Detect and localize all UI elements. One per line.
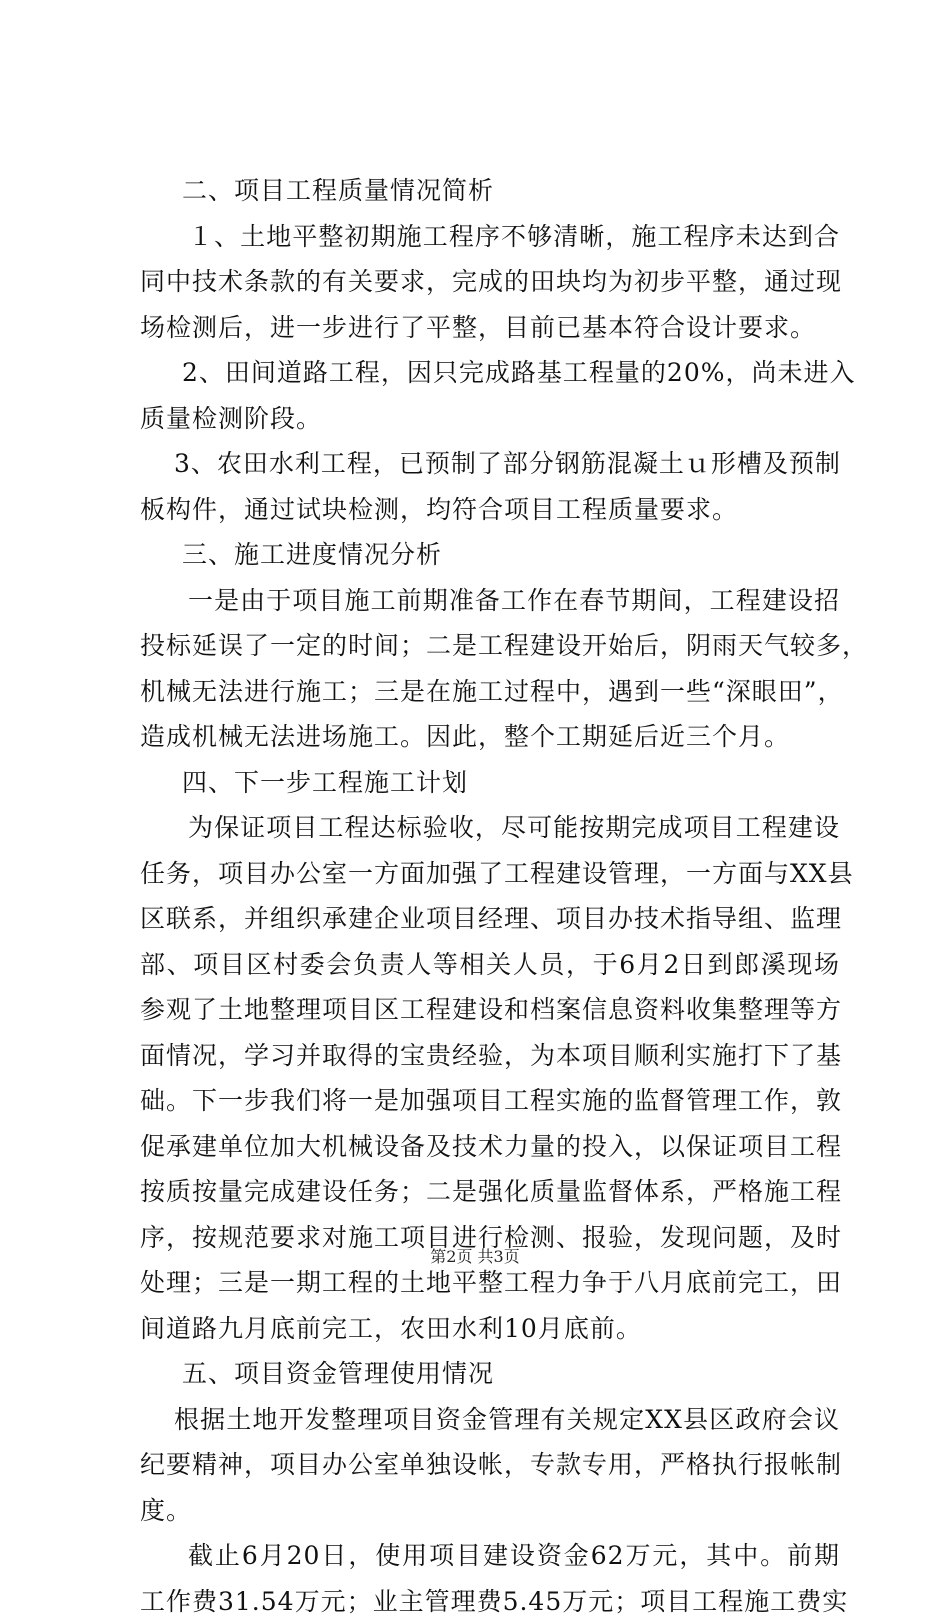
paragraph-line: 促承建单位加大机械设备及技术力量的投入，以保证项目工程 bbox=[140, 1124, 840, 1170]
paragraph-line: １、土地平整初期施工程序不够清晰，施工程序未达到合 bbox=[140, 214, 840, 260]
paragraph-line: 工作费31.54万元；业主管理费5.45万元；项目工程施工费实 bbox=[140, 1579, 840, 1624]
paragraph-line: 为保证项目工程达标验收，尽可能按期完成项目工程建设 bbox=[140, 805, 840, 851]
section-heading-quality: 二、项目工程质量情况简析 bbox=[140, 168, 840, 214]
paragraph-line: 础。下一步我们将一是加强项目工程实施的监督管理工作，敦 bbox=[140, 1078, 840, 1124]
paragraph-line: 纪要精神，项目办公室单独设帐，专款专用，严格执行报帐制 bbox=[140, 1442, 840, 1488]
paragraph-line: 机械无法进行施工；三是在施工过程中，遇到一些“深眼田”， bbox=[140, 669, 840, 715]
paragraph-line: 造成机械无法进场施工。因此，整个工期延后近三个月。 bbox=[140, 714, 840, 760]
paragraph-line: 2、田间道路工程，因只完成路基工程量的20%，尚未进入 bbox=[140, 350, 840, 396]
paragraph-line: 度。 bbox=[140, 1488, 840, 1534]
paragraph-line: 板构件，通过试块检测，均符合项目工程质量要求。 bbox=[140, 487, 840, 533]
paragraph-line: 面情况，学习并取得的宝贵经验，为本项目顺利实施打下了基 bbox=[140, 1033, 840, 1079]
page-number-footer: 第2页 共3页 bbox=[0, 1244, 950, 1267]
paragraph-line: 处理；三是一期工程的土地平整工程力争于八月底前完工，田 bbox=[140, 1260, 840, 1306]
section-heading-plan: 四、下一步工程施工计划 bbox=[140, 760, 840, 806]
paragraph-line: 间道路九月底前完工，农田水利10月底前。 bbox=[140, 1306, 840, 1352]
paragraph-line: 参观了土地整理项目区工程建设和档案信息资料收集整理等方 bbox=[140, 987, 840, 1033]
document-body bbox=[140, 168, 840, 1624]
paragraph-line: 一是由于项目施工前期准备工作在春节期间，工程建设招 bbox=[140, 578, 840, 624]
paragraph-line: 场检测后，进一步进行了平整，目前已基本符合设计要求。 bbox=[140, 305, 840, 351]
paragraph-line: 投标延误了一定的时间；二是工程建设开始后，阴雨天气较多， bbox=[140, 623, 840, 669]
section-heading-progress: 三、施工进度情况分析 bbox=[140, 532, 840, 578]
paragraph-line: 根据土地开发整理项目资金管理有关规定XX县区政府会议 bbox=[140, 1397, 840, 1443]
paragraph-line: 3、农田水利工程，已预制了部分钢筋混凝土ｕ形槽及预制 bbox=[140, 441, 840, 487]
paragraph-line: 部、项目区村委会负责人等相关人员，于6月2日到郎溪现场 bbox=[140, 942, 840, 988]
paragraph-line: 序，按规范要求对施工项目进行检测、报验，发现问题，及时 bbox=[140, 1215, 840, 1261]
paragraph-line: 同中技术条款的有关要求，完成的田块均为初步平整，通过现 bbox=[140, 259, 840, 305]
paragraph-line: 区联系，并组织承建企业项目经理、项目办技术指导组、监理 bbox=[140, 896, 840, 942]
paragraph-line: 截止6月20日，使用项目建设资金62万元，其中。前期 bbox=[140, 1533, 840, 1579]
paragraph-line: 任务，项目办公室一方面加强了工程建设管理，一方面与XX县 bbox=[140, 851, 840, 897]
section-heading-funds: 五、项目资金管理使用情况 bbox=[140, 1351, 840, 1397]
paragraph-line: 按质按量完成建设任务；二是强化质量监督体系，严格施工程 bbox=[140, 1169, 840, 1215]
paragraph-line: 质量检测阶段。 bbox=[140, 396, 840, 442]
